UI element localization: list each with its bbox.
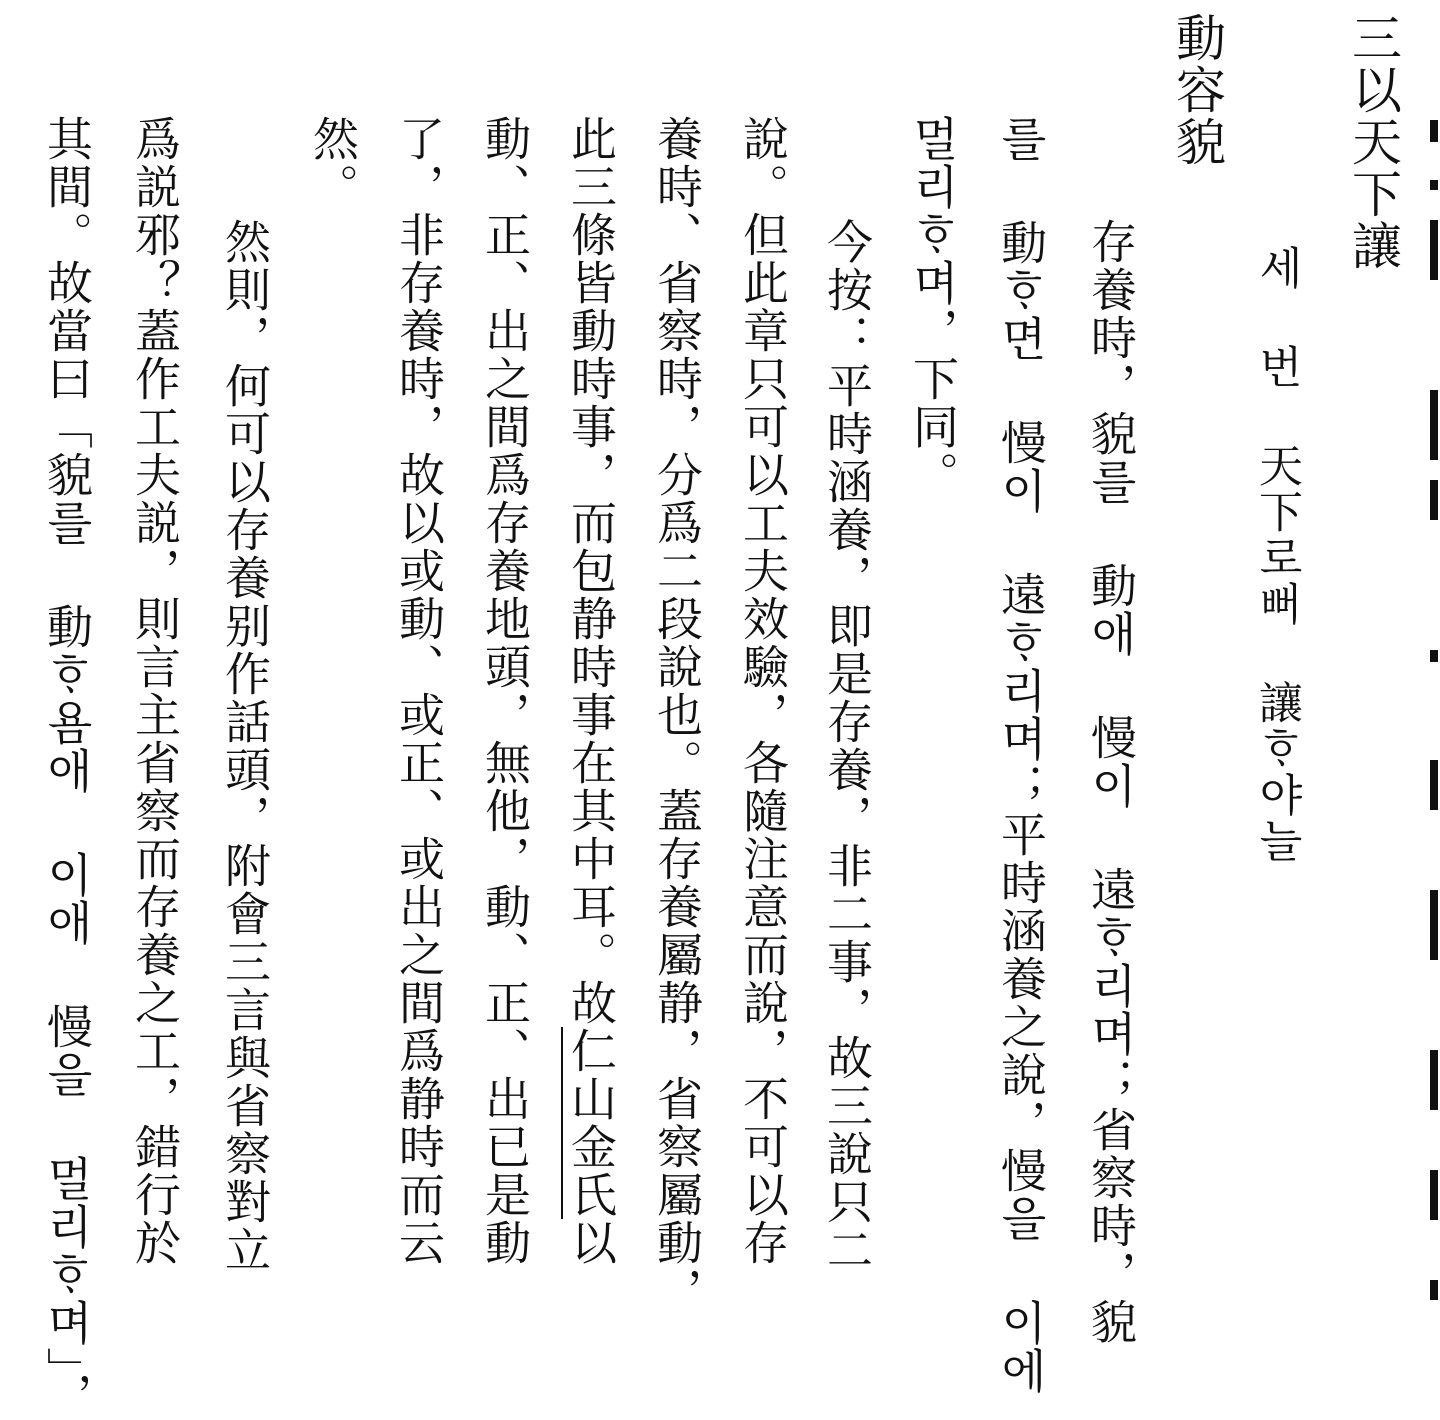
cropped-glyph-fragment	[1430, 220, 1438, 280]
paragraph2-line3: 養時、省察時，分爲二段說也。蓋存養屬静，省察屬動，	[650, 115, 704, 1315]
paragraph1-line1: 存養時，貌를 動애 慢이 遠ᄒᆞ리며；省察時，貌	[1084, 218, 1138, 1346]
proper-name-renshan-jinshi: 仁山金氏	[561, 1027, 618, 1219]
paragraph3-line1: 然則，何可以存養别作話頭，附會三言與省察對立	[218, 218, 272, 1274]
cropped-glyph-fragment	[1430, 650, 1438, 662]
cropped-glyph-fragment	[1430, 890, 1438, 960]
paragraph3-line2: 爲説邪？蓋作工夫説，則言主省察而存養之工，錯行於	[128, 115, 182, 1267]
cropped-glyph-fragment	[1430, 1280, 1438, 1300]
paragraph2-line7: 然。	[306, 115, 360, 211]
paragraph2-line1: 今按：平時涵養，即是存養，非二事，故三說只二	[820, 218, 874, 1274]
paragraph1-line2: 를 動ᄒᆞ면 慢이 遠ᄒᆞ리며；平時涵養之說，慢을 이에	[994, 115, 1048, 1395]
heading-title: 三以天下讓	[1344, 12, 1402, 272]
cropped-glyph-fragment	[1430, 760, 1438, 810]
heading-translation: 세 번 天下로뻐 讓ᄒᆞ야늘	[1251, 245, 1302, 864]
paragraph2-line6: 了，非存養時，故以或動、或正、或出之間爲静時而云	[392, 115, 446, 1267]
paragraph2-line4-text-a: 此三條皆動時事，而包静時事在其中耳。故	[564, 115, 618, 1027]
cropped-glyph-fragment	[1430, 390, 1438, 460]
paragraph2-line4	[564, 115, 618, 1267]
cropped-glyph-fragment	[1430, 120, 1438, 142]
paragraph2-line2: 說。但此章只可以工夫效驗，各隨注意而說，不可以存	[736, 115, 790, 1267]
cropped-glyph-fragment	[1430, 180, 1438, 190]
cropped-margin-strip	[1428, 120, 1440, 1386]
subheading-title: 動容貌	[1168, 12, 1226, 168]
paragraph2-line4-text-b: 以	[564, 1219, 618, 1267]
paragraph2-line5: 動、正、出之間爲存養地頭，無他，動、正、出已是動	[478, 115, 532, 1267]
cropped-glyph-fragment	[1430, 480, 1438, 520]
paragraph3-line3: 其間。故當曰「貌를 動ᄒᆞ욤애 이애 慢을 멀리ᄒᆞ며」，	[40, 115, 94, 1420]
cropped-glyph-fragment	[1430, 1170, 1438, 1220]
cropped-glyph-fragment	[1430, 1050, 1438, 1110]
paragraph1-line3: 멀리ᄒᆞ며，下同。	[906, 115, 960, 499]
